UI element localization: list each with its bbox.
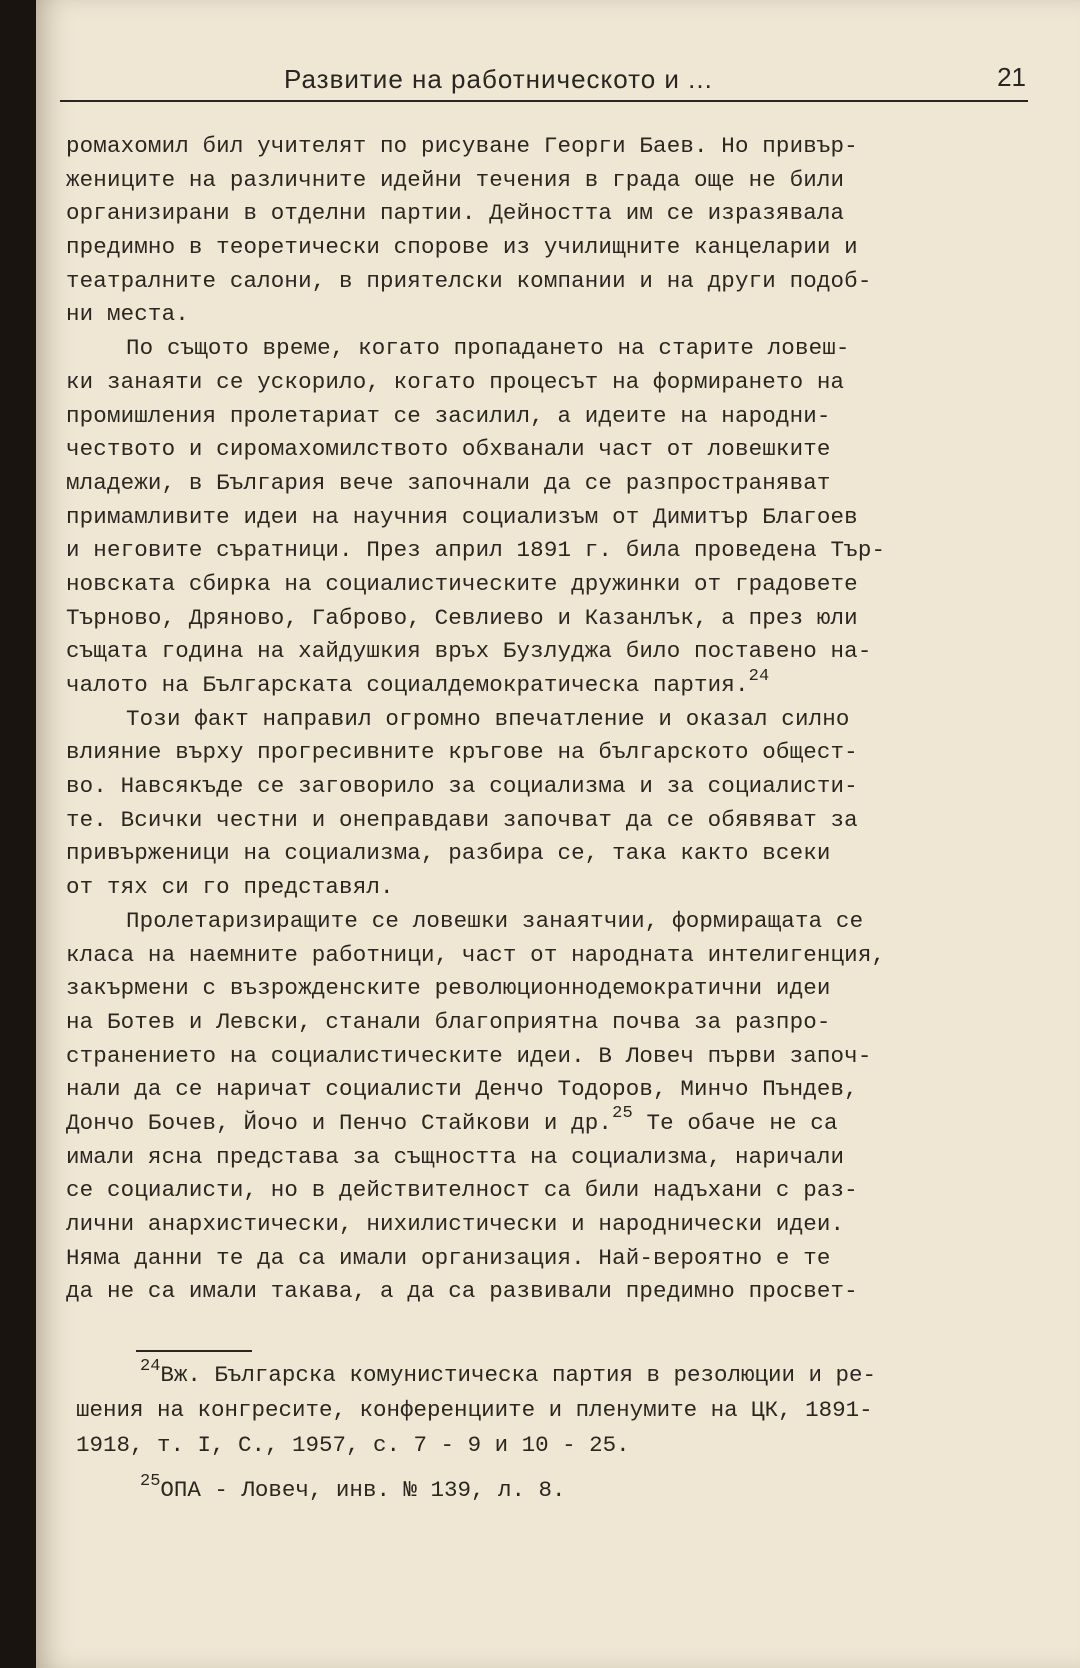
text-line: нали да се наричат социалисти Денчо Тодоров, Минчо Пъндев, xyxy=(66,1076,858,1103)
text-line xyxy=(66,666,1026,703)
footnote-reference-24[interactable]: 24 xyxy=(748,666,770,686)
footnote-reference-25[interactable]: 25 xyxy=(612,1104,633,1124)
text-line: и неговите съратници. През април 1891 г. била проведена Тър- xyxy=(66,537,886,564)
text-line: да не са имали такава, а да са развивали предимно просвет- xyxy=(66,1278,858,1305)
text-line: ни места. xyxy=(66,301,189,328)
text-line: организирани в отделни партии. Дейността им се изразявала xyxy=(66,200,845,227)
text-line: лични анархистически, нихилистически и народнически идеи. xyxy=(66,1211,845,1237)
text-line: жениците на различните идейни течения в града още не били xyxy=(66,166,845,193)
text-line: класа на наемните работници, част от народната интелигенция, xyxy=(66,941,886,968)
footnote-text: Вж. Българска комунистическа партия в резолюции и ре- xyxy=(160,1362,877,1388)
text-line-segment: чалото на Българската социалдемократическа партия. xyxy=(66,672,749,698)
text-line: во. Навсякъде се заговорило за социализма и за социалисти- xyxy=(66,773,858,800)
running-header xyxy=(60,58,1028,102)
text-line: закърмени с възрожденските революционнодемократични идеи xyxy=(66,975,831,1002)
text-line: чеството и сиромахомилството обхванали част от ловешките xyxy=(66,436,831,463)
text-line: ромахомил бил учителят по рисуване Георги Баев. Но привър- xyxy=(66,133,858,159)
body-text xyxy=(66,130,1026,1309)
document-page xyxy=(36,0,1080,1668)
text-line: младежи, в България вече започнали да се разпространяват xyxy=(66,469,831,496)
text-line: се социалисти, но в действителност са били надъхани с раз- xyxy=(66,1177,858,1204)
footnote-number: 24 xyxy=(140,1356,161,1376)
text-line: предимно в теоретически спорове из училищните канцеларии и xyxy=(66,234,858,261)
footnote-number: 25 xyxy=(140,1471,161,1491)
footnote-24-line: шения на конгресите, конференциите и пленумите на ЦК, 1891- xyxy=(76,1397,873,1423)
text-line: на Ботев и Левски, станали благоприятна почва за разпро- xyxy=(66,1008,831,1035)
text-line: театралните салони, в приятелски компании и на други подоб- xyxy=(66,267,872,294)
text-line: странението на социалистическите идеи. В Ловеч първи започ- xyxy=(66,1042,872,1069)
footnote-separator xyxy=(136,1350,252,1352)
running-title: Развитие на работническото и ... xyxy=(284,64,713,94)
text-line: ки занаяти се ускорило, когато процесът на формирането на xyxy=(66,368,845,395)
text-line: новската сбирка на социалистическите дружинки от градовете xyxy=(66,570,858,597)
footnote-text: ОПА - Ловеч, инв. № 139, л. 8. xyxy=(160,1477,566,1503)
text-line: примамливите идеи на научния социализъм от Димитър Благоев xyxy=(66,503,858,530)
text-line xyxy=(66,1104,1026,1141)
text-line: промишления пролетариат се засилил, а идеите на народни- xyxy=(66,402,831,429)
text-line: привърженици на социализма, разбира се, така както всеки xyxy=(66,840,831,867)
text-line: те. Всички честни и онеправдави започват да се обявяват за xyxy=(66,806,858,833)
text-line: от тях си го представял. xyxy=(66,874,394,901)
footnotes xyxy=(76,1358,1036,1508)
footnote-gap xyxy=(76,1463,1036,1473)
footnote-24-line: 1918, т. I, С., 1957, с. 7 - 9 и 10 - 25. xyxy=(76,1432,630,1458)
text-line: По същото време, когато пропадането на старите ловеш- xyxy=(126,335,850,362)
text-line-segment: Те обаче не са xyxy=(632,1109,838,1136)
text-line: Пролетаризиращите се ловешки занаятчии, формиращата се xyxy=(126,907,864,934)
footnote-24-line xyxy=(76,1358,1036,1393)
text-line: същата година на хайдушкия връх Бузлуджа било поставено на- xyxy=(66,638,872,665)
text-line: влияние върху прогресивните кръгове на българското общест- xyxy=(66,739,858,766)
text-line: Няма данни те да са имали организация. Най-вероятно е те xyxy=(66,1244,831,1271)
text-line: Този факт направил огромно впечатление и оказал силно xyxy=(126,705,850,732)
page-number: 21 xyxy=(997,62,1026,92)
footnote-25-line xyxy=(76,1473,1036,1508)
text-line: имали ясна представа за същността на социализма, наричали xyxy=(66,1143,845,1170)
text-line-segment: Дончо Бочев, Йочо и Пенчо Стайкови и др. xyxy=(66,1109,613,1136)
text-line: Търново, Дряново, Габрово, Севлиево и Казанлък, а през юли xyxy=(66,604,858,631)
